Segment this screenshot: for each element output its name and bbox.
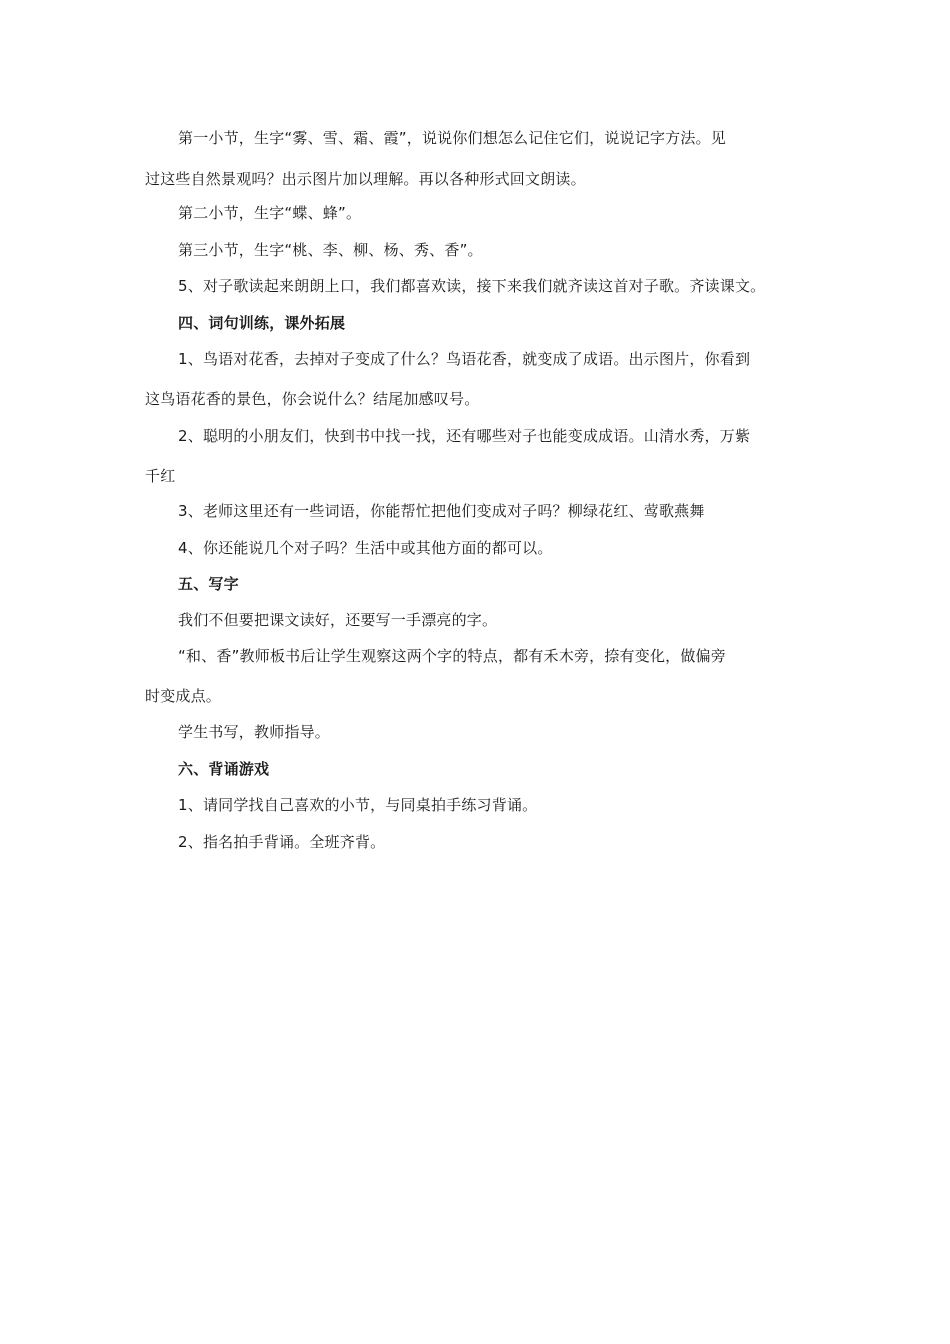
- section-heading: 五、写字: [178, 575, 239, 593]
- paragraph-line: 第三小节，生字“桃、李、柳、杨、秀、香”。: [178, 241, 483, 259]
- paragraph-line: 第一小节，生字“雾、雪、霜、霞”，说说你们想怎么记住它们，说说记字方法。见: [178, 129, 726, 147]
- paragraph-line: 千红: [145, 467, 176, 485]
- paragraph-line: 时变成点。: [145, 687, 222, 705]
- paragraph-line: 学生书写，教师指导。: [178, 723, 331, 741]
- paragraph-line: 2、聪明的小朋友们，快到书中找一找，还有哪些对子也能变成成语。山清水秀，万紫: [178, 427, 751, 445]
- paragraph-line: 第二小节，生字“蝶、蜂”。: [178, 204, 362, 222]
- paragraph-line: 2、指名拍手背诵。全班齐背。: [178, 833, 386, 851]
- section-heading: 六、背诵游戏: [178, 760, 270, 778]
- paragraph-line: 1、请同学找自己喜欢的小节，与同桌拍手练习背诵。: [178, 796, 538, 814]
- paragraph-line: 我们不但要把课文读好，还要写一手漂亮的字。: [178, 611, 498, 629]
- paragraph-line: 这鸟语花香的景色，你会说什么？结尾加感叹号。: [145, 390, 480, 408]
- paragraph-line: 4、你还能说几个对子吗？生活中或其他方面的都可以。: [178, 539, 553, 557]
- paragraph-line: 1、鸟语对花香，去掉对子变成了什么？鸟语花香，就变成了成语。出示图片，你看到: [178, 350, 751, 368]
- paragraph-line: 5、对子歌读起来朗朗上口，我们都喜欢读，接下来我们就齐读这首对子歌。齐读课文。: [178, 277, 766, 295]
- paragraph-line: 3、老师这里还有一些词语，你能帮忙把他们变成对子吗？柳绿花红、莺歌燕舞: [178, 502, 705, 520]
- paragraph-line: “和、香”教师板书后让学生观察这两个字的特点，都有禾木旁，捺有变化，做偏旁: [178, 647, 726, 665]
- section-heading: 四、词句训练，课外拓展: [178, 314, 346, 332]
- paragraph-line: 过这些自然景观吗？出示图片加以理解。再以各种形式回文朗读。: [145, 170, 586, 188]
